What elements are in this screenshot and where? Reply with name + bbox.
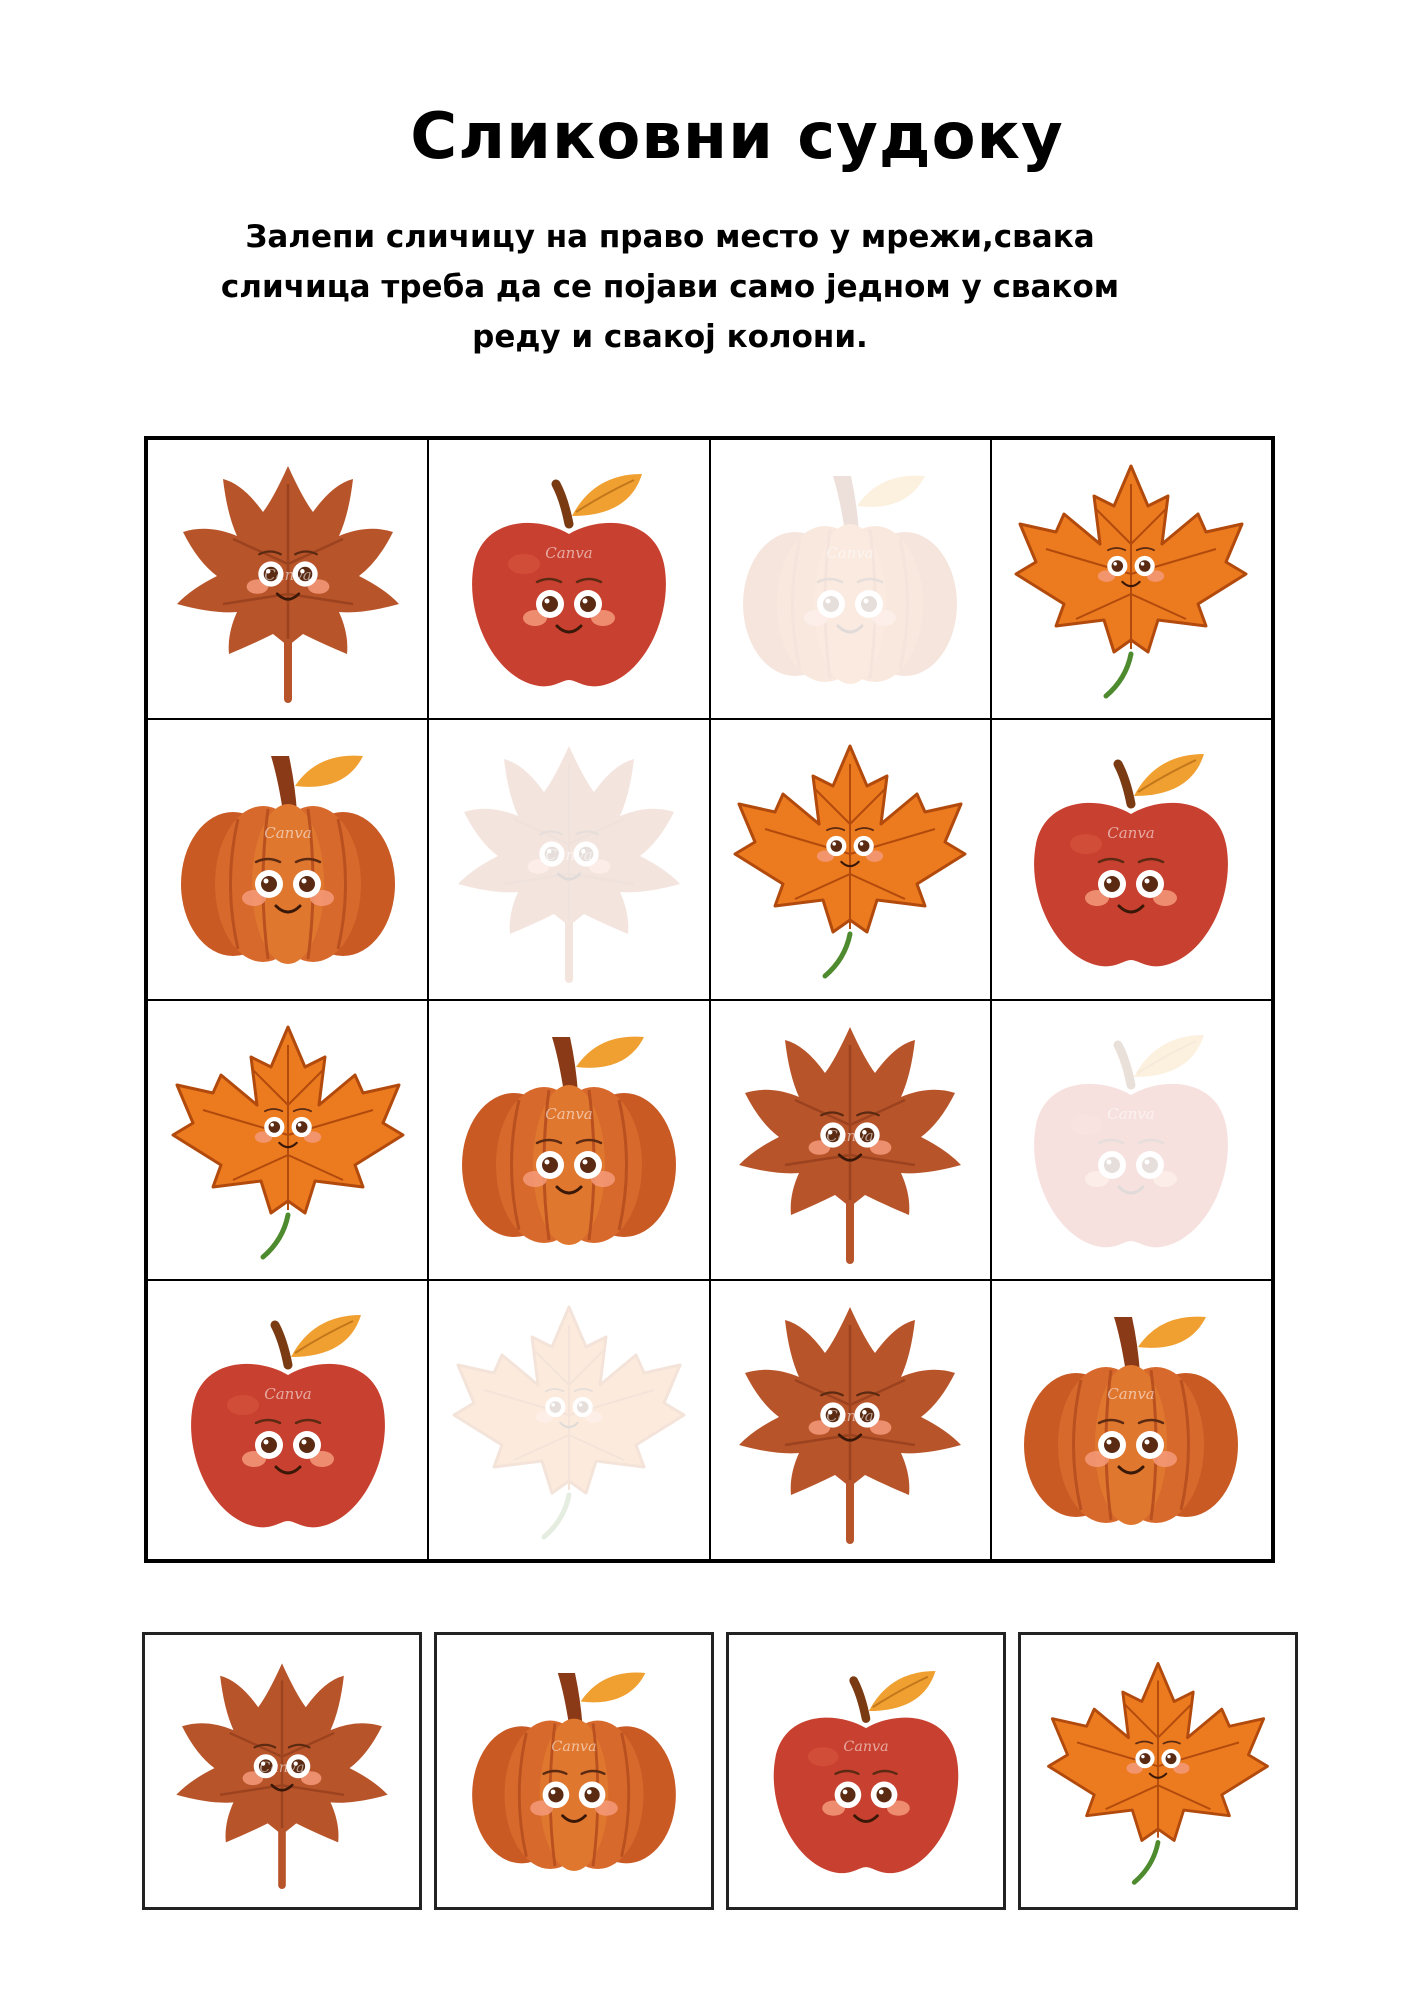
grid-cell[interactable]	[428, 439, 709, 719]
svg-text:Canva: Canva	[826, 544, 874, 563]
grid-cell[interactable]	[991, 1000, 1272, 1280]
cutout-pieces	[0, 1632, 1414, 1912]
grid-cell[interactable]	[147, 1280, 428, 1560]
brown-leaf-icon	[163, 1652, 401, 1890]
page-title: Сликовни судоку	[410, 100, 1064, 174]
svg-text:Canva: Canva	[263, 1384, 312, 1403]
svg-text:Canva: Canva	[545, 544, 593, 563]
instruction-line: сличица треба да се појави само једном у сваком	[220, 269, 1120, 305]
svg-text:Canva: Canva	[1107, 824, 1156, 843]
instruction-line: Залепи сличицу на право место у мрежи,свака	[245, 219, 1095, 255]
pumpkin-icon	[444, 1015, 694, 1265]
apple-icon	[444, 454, 694, 704]
sudoku-grid	[144, 436, 1275, 1563]
maple-leaf-icon	[1039, 1652, 1277, 1890]
maple-leaf-icon	[163, 1015, 413, 1265]
svg-text:Canva: Canva	[545, 846, 593, 865]
pumpkin-icon	[725, 454, 975, 704]
instruction-line: реду и свакој колони.	[472, 319, 868, 355]
grid-cell[interactable]	[991, 439, 1272, 719]
brown-leaf-icon	[725, 1295, 975, 1545]
grid-cell[interactable]	[147, 439, 428, 719]
apple-icon	[747, 1652, 985, 1890]
grid-cell[interactable]	[147, 1000, 428, 1280]
grid-cell[interactable]	[428, 1280, 709, 1560]
svg-text:Canva: Canva	[1107, 1104, 1156, 1123]
svg-text:Canva: Canva	[826, 1406, 874, 1425]
instructions	[110, 212, 1270, 362]
maple-leaf-icon	[1006, 454, 1256, 704]
brown-leaf-icon	[444, 734, 694, 984]
svg-text:Canva: Canva	[545, 1104, 593, 1123]
cutout-piece[interactable]	[1018, 1632, 1298, 1910]
grid-cell[interactable]	[991, 719, 1272, 999]
maple-leaf-icon	[725, 734, 975, 984]
pumpkin-icon	[455, 1652, 693, 1890]
grid-cell[interactable]	[710, 719, 991, 999]
cutout-piece[interactable]	[726, 1632, 1006, 1910]
svg-text:Canva: Canva	[259, 1759, 305, 1776]
grid-cell[interactable]	[428, 1000, 709, 1280]
svg-text:Canva: Canva	[826, 1126, 874, 1145]
cutout-piece[interactable]	[434, 1632, 714, 1910]
svg-text:Canva: Canva	[551, 1739, 597, 1756]
grid-cell[interactable]	[991, 1280, 1272, 1560]
cutout-piece[interactable]	[142, 1632, 422, 1910]
brown-leaf-icon	[163, 454, 413, 704]
apple-icon	[163, 1295, 413, 1545]
apple-icon	[1006, 734, 1256, 984]
svg-text:Canva: Canva	[843, 1739, 889, 1756]
svg-text:Canva: Canva	[1107, 1384, 1156, 1403]
apple-icon	[1006, 1015, 1256, 1265]
svg-text:Canva: Canva	[263, 824, 312, 843]
pumpkin-icon	[163, 734, 413, 984]
grid-cell[interactable]	[710, 1000, 991, 1280]
maple-leaf-icon	[444, 1295, 694, 1545]
grid-cell[interactable]	[147, 719, 428, 999]
grid-cell[interactable]	[710, 439, 991, 719]
pumpkin-icon	[1006, 1295, 1256, 1545]
svg-text:Canva: Canva	[263, 566, 312, 585]
grid-cell[interactable]	[428, 719, 709, 999]
brown-leaf-icon	[725, 1015, 975, 1265]
grid-cell[interactable]	[710, 1280, 991, 1560]
